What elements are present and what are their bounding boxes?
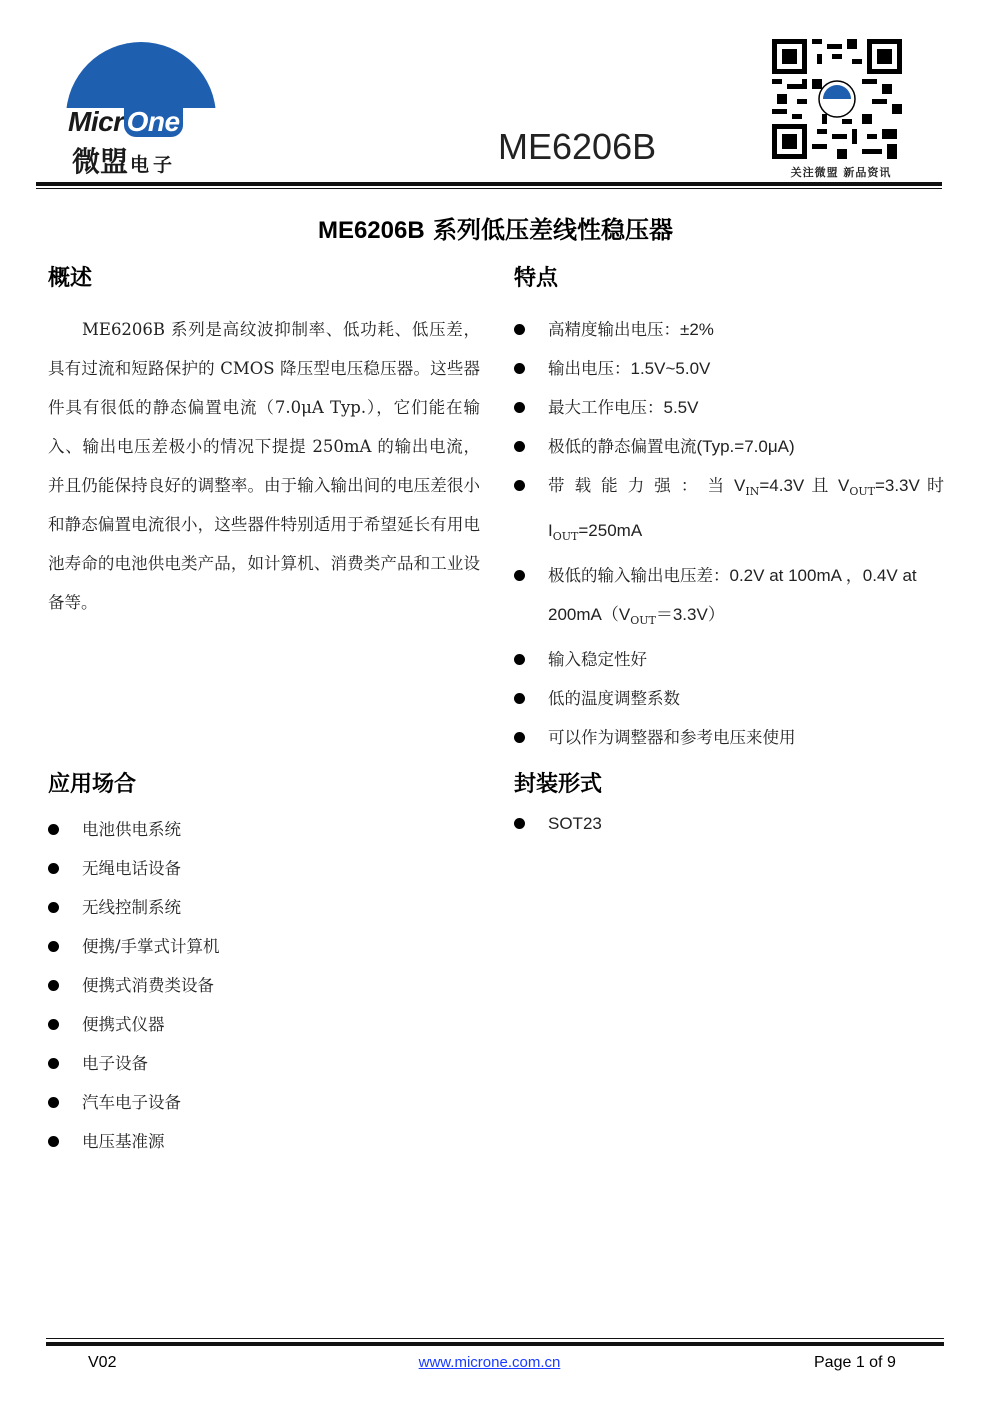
bullet-icon xyxy=(514,693,525,704)
list-item: 带 载 能 力 强 ： 当 $V_{IN}=4.3V$ 且 $V_{OUT}=3.3V$ 时 $I_{OUT}=250mA$ xyxy=(514,466,944,556)
bullet-icon xyxy=(48,1019,59,1030)
list-item: SOT23 xyxy=(514,804,946,843)
list-item: 可以作为调整器和参考电压来使用 xyxy=(514,718,944,757)
features-list xyxy=(514,310,944,757)
list-item: 电压基准源 xyxy=(48,1122,480,1161)
logo-cn-text: 微盟 电子 xyxy=(72,145,177,178)
logo-brand-text: Micr One xyxy=(68,106,183,138)
product-title: ME6206B 系列低压差线性稳压器 xyxy=(317,216,674,244)
list-item: 极低的静态偏置电流(Typ.=7.0μA) xyxy=(514,427,944,466)
list-item: 便携式消费类设备 xyxy=(48,966,480,1005)
bullet-icon xyxy=(48,941,59,952)
bullet-icon xyxy=(514,363,525,374)
applications-list xyxy=(48,810,480,1161)
bullet-icon xyxy=(48,1058,59,1069)
list-item: 输出电压：1.5V~5.0V xyxy=(514,349,944,388)
packages-section xyxy=(514,770,946,843)
footer-rule-thick xyxy=(46,1342,944,1346)
bullet-icon xyxy=(48,1097,59,1108)
bullet-icon xyxy=(514,480,525,491)
features-section xyxy=(514,264,944,757)
list-item: 电池供电系统 xyxy=(48,810,480,849)
document-title: ME6206B xyxy=(498,126,657,167)
features-heading: 特点 xyxy=(514,266,559,291)
footer-version: V02 xyxy=(88,1354,117,1371)
bullet-icon xyxy=(48,1136,59,1147)
header-rule-thin xyxy=(36,188,942,189)
overview-heading: 概述 xyxy=(48,266,93,291)
list-item: 高精度输出电压：±2% xyxy=(514,310,944,349)
list-item: 无绳电话设备 xyxy=(48,849,480,888)
applications-heading: 应用场合 xyxy=(48,772,137,797)
bullet-icon xyxy=(514,441,525,452)
list-item: 汽车电子设备 xyxy=(48,1083,480,1122)
applications-section xyxy=(48,770,480,1161)
header-rule-thick xyxy=(36,182,942,186)
overview-paragraph: ME6206B 系列是高纹波抑制率、低功耗、低压差，具有过流和短路保护的 CMOS 降压型电压稳压器。这些器件具有很低的静态偏置电流（7.0μA Typ.），它们能在输入、输出电压差极小的情况下提提 250mA 的输出电流，并且仍能保持良好的调整率。由于输入输出间的电压差很小和静态偏置电流很小，这些器件特别适用于希望延长有用电池寿命的电池供电类产品，如计算机、消费类产品和工业设备等。 xyxy=(48,320,480,612)
footer-page-number: Page 1 of 9 xyxy=(814,1354,896,1371)
overview-section xyxy=(48,264,480,622)
packages-heading: 封装形式 xyxy=(514,772,603,797)
bullet-icon xyxy=(514,732,525,743)
bullet-icon xyxy=(514,402,525,413)
bullet-icon xyxy=(48,863,59,874)
footer-website-link[interactable]: www.microne.com.cn xyxy=(418,1354,561,1371)
list-item: 便携/手掌式计算机 xyxy=(48,927,480,966)
bullet-icon xyxy=(514,570,525,581)
list-item: 低的温度调整系数 xyxy=(514,679,944,718)
bullet-icon xyxy=(514,818,525,829)
bullet-icon xyxy=(48,902,59,913)
list-item: 输入稳定性好 xyxy=(514,640,944,679)
list-item: 无线控制系统 xyxy=(48,888,480,927)
qr-caption: 关注微盟 新品资讯 xyxy=(790,166,892,179)
bullet-icon xyxy=(514,654,525,665)
list-item: 极低的输入输出电压差：0.2V at 100mA ，0.4V at $200mA(V_{OUT}=3.3V)$ xyxy=(514,556,944,640)
list-item: 便携式仪器 xyxy=(48,1005,480,1044)
bullet-icon xyxy=(48,980,59,991)
company-logo xyxy=(62,42,222,177)
list-item: 电子设备 xyxy=(48,1044,480,1083)
bullet-icon xyxy=(48,824,59,835)
qr-code-icon xyxy=(772,38,902,160)
list-item: 最大工作电压：5.5V xyxy=(514,388,944,427)
bullet-icon xyxy=(514,324,525,335)
packages-list xyxy=(514,804,946,843)
footer-rule-thin xyxy=(46,1338,944,1339)
